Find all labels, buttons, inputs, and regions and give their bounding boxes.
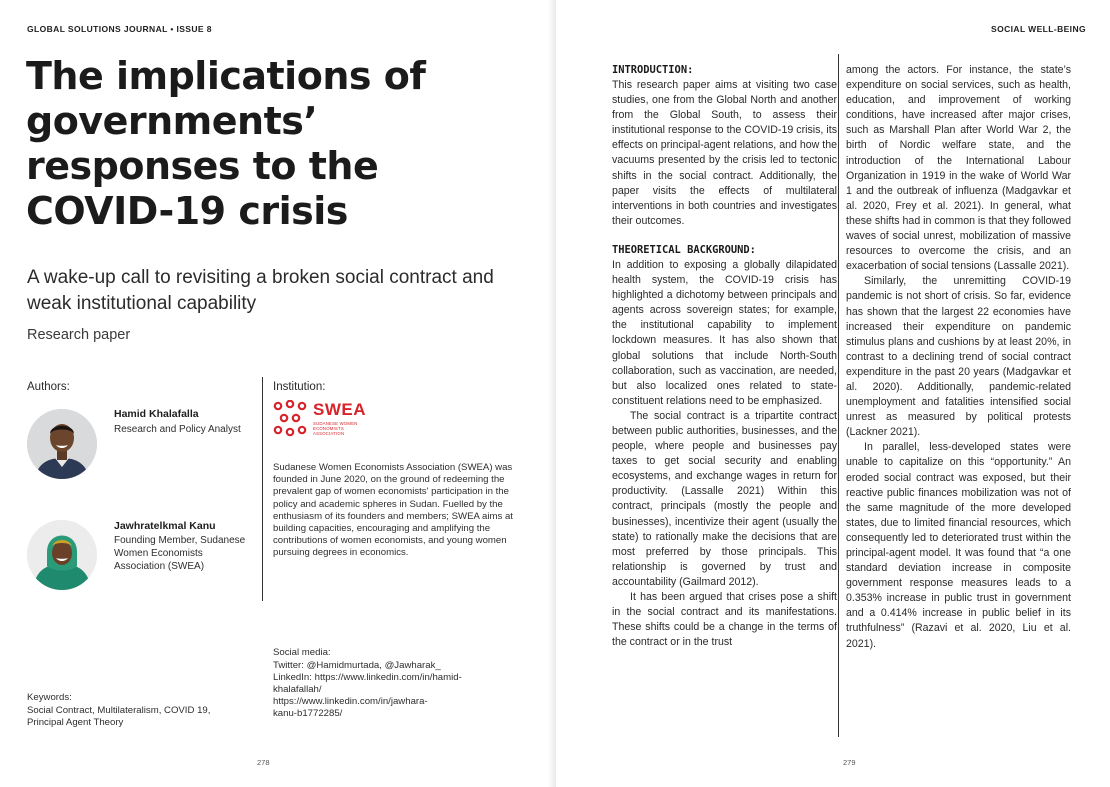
author-photo-jawhratelkmal [27,520,97,590]
authors-label: Authors: [27,381,70,393]
column-divider [262,377,263,601]
author-role: Research and Policy Analyst [114,424,241,435]
column-divider [838,54,839,737]
page-number-right: 279 [843,758,856,767]
body-paragraph: In addition to exposing a globally dilapidated health system, the COVID-19 crisis has highlighted a dichotomy between principals and agents across sovereign states; for example, the institutional capability to implement lockdown measures. It has also shown that global solutions that include North-South collaboration, such as vaccination, are needed, but also localized ones related to state-constituent relations need to be emphasized. [612,258,837,407]
author-name: Hamid Khalafalla [114,408,199,420]
keywords-label: Keywords: [27,692,72,703]
text-column-2 [846,63,1071,652]
social-media-link[interactable]: kanu-b1772285/ [273,708,343,719]
journal-running-head: GLOBAL SOLUTIONS JOURNAL • ISSUE 8 [27,24,212,34]
author-role: Founding Member, Sudanese Women Economists Association (SWEA) [114,535,246,572]
article-title: The implications of governments’ responses to the COVID-19 crisis [26,54,426,233]
swea-logo-wordmark: SWEA [313,400,366,419]
social-media-label: Social media: [273,647,331,658]
body-paragraph: In parallel, less-developed states were unable to capitalize on this “opportunity.” An eroded social contract was exposed, but their reactive public finances mobilization was not of the same magnitude of the more developed states, due to limited financial resources, which consequently led to deteriorated trust within the principal-agent model. It was found that “a one standard deviation increase in composite government response measures leads to a 0.353% increase in public trust in government and a 0.414% increase in public belief in its truthfulness” (Razavi et al. 2020, Liu et al. 2021). [846,441,1071,650]
swea-logo [272,400,372,440]
page-number-left: 278 [257,758,270,767]
text-column-1 [612,63,837,650]
keywords-text: Social Contract, Multilateralism, COVID 19, Principal Agent Theory [27,705,211,729]
intro-heading: INTRODUCTION: [612,64,694,76]
section-running-head: SOCIAL WELL-BEING [991,24,1086,34]
body-paragraph: Similarly, the unremitting COVID-19 pandemic is not short of crisis. So far, evidence has shown that the largest 22 economies have increased their expenditure on pandemic stimulus plans and cushions by at least 20%, in contrast to a declining trend of social contract expenditure in the past 20 years (Madgavkar et al. 2020). Additionally, pandemic-related unemployment and fatalities intensified social unrest as measured by political protests (Lackner 2021). [846,275,1071,439]
institution-description: Sudanese Women Economists Association (SWEA) was founded in June 2020, on the ground of redeeming the prevalent gap of women economists' participation in the policy and academic spheres in Sudan. Fuelled by the enthusiasm of its founders and members; SWEA aims at building capacities, encouraging and amplifying the contributions of women economists, and young women pursuing degrees in economics. [273,462,513,559]
swea-logo-mark-icon [272,400,312,440]
paper-type: Research paper [27,327,131,343]
social-media-link[interactable]: https://www.linkedin.com/in/jawhara- [273,696,428,707]
social-media-link[interactable]: khalafallah/ [273,684,322,695]
author-name: Jawhratelkmal Kanu [114,520,216,532]
theory-heading: THEORETICAL BACKGROUND: [612,243,756,256]
swea-logo-subtitle: SUDANESE WOMEN ECONOMISTS ASSOCIATION [313,421,358,436]
body-paragraph: among the actors. For instance, the state’s expenditure on social services, such as health, education, and improvement of working conditions, have increased after major crises, such as Marshall Plan after World War 2, the birth of Nordic welfare state, and the introduction of the International Labour Organization in 1919 in the wake of World War 1 and the outbreak of influenza (Madgavkar et al. 2020, Frey et al. 2021). In general, what these shifts had in common is that they followed waves of social unrest, mobilization of massive resources to overcome the crisis, and an exacerbation of social tensions (Lassalle 2021). [846,64,1071,273]
article-subtitle: A wake-up call to revisiting a broken social contract and weak institutional capability [27,267,494,314]
body-paragraph: It has been argued that crises pose a shift in the social contract and its manifestations. These shifts could be a change in the terms of the contract or in the trust [612,591,837,649]
social-media-line: Twitter: @Hamidmurtada, @Jawharak_ [273,660,441,671]
social-media-link[interactable]: LinkedIn: https://www.linkedin.com/in/hamid- [273,672,462,683]
body-paragraph: The social contract is a tripartite contract between public authorities, businesses, and the people, where people and businesses pay taxes to get social security and enabling ecosystems, and exchange wages in return for productivity. (Lassalle 2021) Within this contract, principals (mostly the people and businesses), incentivize their agent (usually the state) to rationally make the decisions that are most preferred by those principals. This relationship is governed by trust and accountability (Gailmard 2012). [612,409,837,588]
institution-label: Institution: [273,381,326,393]
author-photo-hamid [27,409,97,479]
intro-paragraph: This research paper aims at visiting two case studies, one from the Global North and another from the Global South, to assess their institutional response to the COVID-19 crisis, its effects on principal-agent relations, and how the vacuums presented by the crisis led to tectonic shifts in the social contract. Additionally, the paper visits the effects of multilateral interventions in both countries and investigates their outcomes. [612,79,837,227]
